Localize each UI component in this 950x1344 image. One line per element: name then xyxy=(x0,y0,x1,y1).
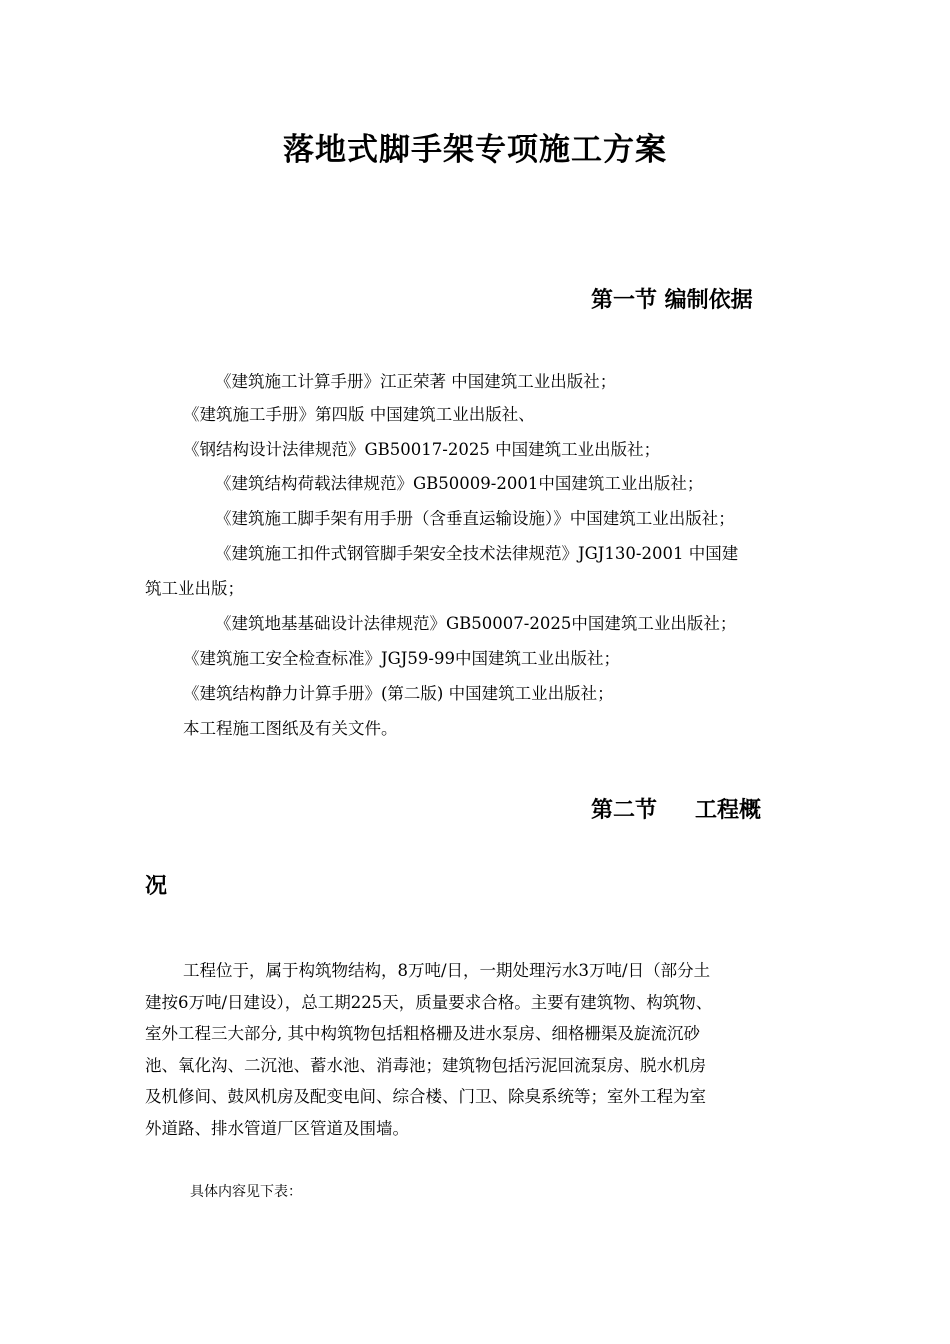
reference-item: 《建筑施工扣件式钢管脚手架安全技术法律规范》JGJ130-2001 中国建 xyxy=(215,544,739,563)
reference-item: 《建筑施工手册》第四版 中国建筑工业出版社、 xyxy=(183,405,535,424)
table-note: 具体内容见下表： xyxy=(190,1184,302,1200)
reference-item: 《建筑施工脚手架有用手册（含垂直运输设施）》中国建筑工业出版社； xyxy=(215,509,735,528)
reference-item-continuation: 筑工业出版； xyxy=(145,579,244,598)
reference-item: 《建筑结构荷载法律规范》GB50009-2001中国建筑工业出版社； xyxy=(215,474,704,493)
reference-item: 《钢结构设计法律规范》GB50017-2025 中国建筑工业出版社； xyxy=(183,440,661,459)
paragraph-line: 池、氧化沟、二沉池、蓄水池、消毒池；建筑物包括污泥回流泵房、脱水机房 xyxy=(145,1055,706,1075)
paragraph-line: 建按6万吨/日建设），总工期225天，质量要求合格。主要有建筑物、构筑物、 xyxy=(145,992,713,1012)
paragraph-line: 及机修间、鼓风机房及配变电间、综合楼、门卫、除臭系统等；室外工程为室 xyxy=(145,1087,706,1106)
reference-item: 《建筑地基基础设计法律规范》GB50007-2025中国建筑工业出版社； xyxy=(215,614,737,633)
paragraph-line: 工程位于，属于构筑物结构，8万吨/日，一期处理污水3万吨/日（部分土 xyxy=(183,961,711,980)
section-1-heading: 第一节 编制依据 xyxy=(591,287,753,313)
section-2-heading xyxy=(591,794,761,826)
paragraph-line: 室外工程三大部分, 其中构筑物包括粗格栅及进水泵房、细格栅渠及旋流沉砂 xyxy=(145,1024,700,1043)
reference-item: 本工程施工图纸及有关文件。 xyxy=(183,719,398,738)
section-2-title: 工程概 xyxy=(695,797,762,823)
reference-item: 《建筑施工计算手册》江正荣著 中国建筑工业出版社； xyxy=(215,372,617,391)
section-2-number: 第二节 xyxy=(591,797,658,823)
project-overview-paragraph xyxy=(145,955,825,1144)
reference-item: 《建筑施工安全检查标准》JGJ59-99中国建筑工业出版社； xyxy=(183,649,620,668)
document-title: 落地式脚手架专项施工方案 xyxy=(283,132,667,168)
reference-item: 《建筑结构静力计算手册》(第二版) 中国建筑工业出版社； xyxy=(183,684,614,703)
section-2-heading-wrap: 况 xyxy=(145,873,168,899)
paragraph-line: 外道路、排水管道厂区管道及围墙。 xyxy=(145,1118,409,1138)
